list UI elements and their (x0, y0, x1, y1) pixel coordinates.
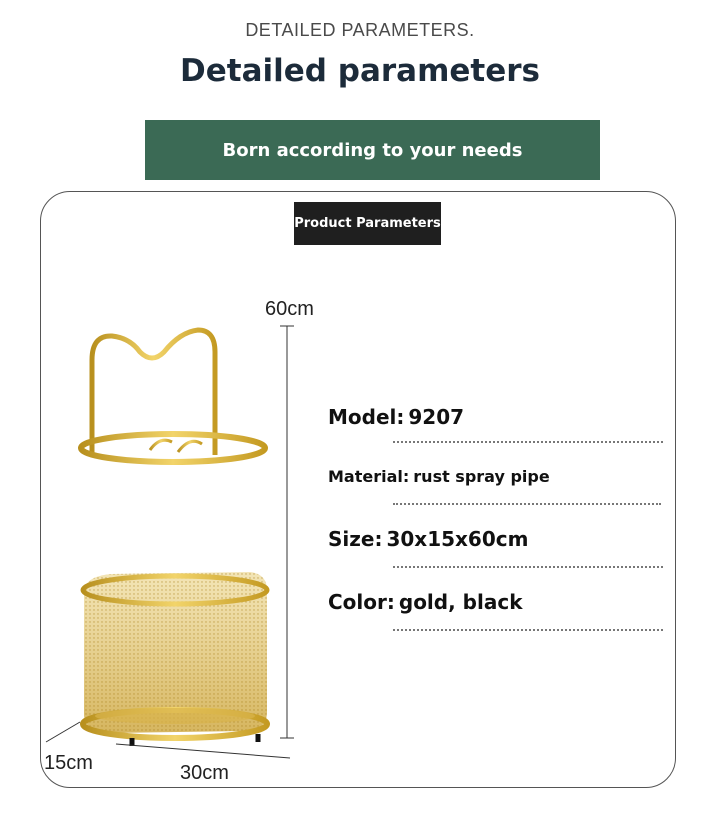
spec-model (328, 405, 464, 429)
spec-model-label: Model: (328, 405, 405, 429)
spec-size (328, 527, 528, 551)
spec-size-label: Size: (328, 527, 383, 551)
spec-color (328, 590, 523, 614)
spec-size-value: 30x15x60cm (386, 527, 529, 551)
page-title: Detailed parameters (180, 53, 540, 89)
depth-dimension-label: 15cm (44, 752, 93, 774)
spec-material (328, 467, 550, 486)
spec-divider (393, 629, 663, 631)
section-kicker: DETAILED PARAMETERS. (245, 20, 475, 40)
spec-color-value: gold, black (398, 590, 523, 614)
spec-divider (393, 503, 661, 505)
spec-material-label: Material: (328, 467, 410, 486)
spec-model-value: 9207 (408, 405, 465, 429)
tagline-text: Born according to your needs (222, 139, 523, 161)
product-parameters-label: Product Parameters (294, 216, 441, 231)
width-dimension-label: 30cm (180, 762, 229, 784)
spec-color-label: Color: (328, 590, 395, 614)
spec-divider (393, 441, 663, 443)
height-dimension-label: 60cm (265, 298, 314, 320)
spec-divider (393, 566, 663, 568)
spec-material-value: rust spray pipe (413, 467, 550, 486)
